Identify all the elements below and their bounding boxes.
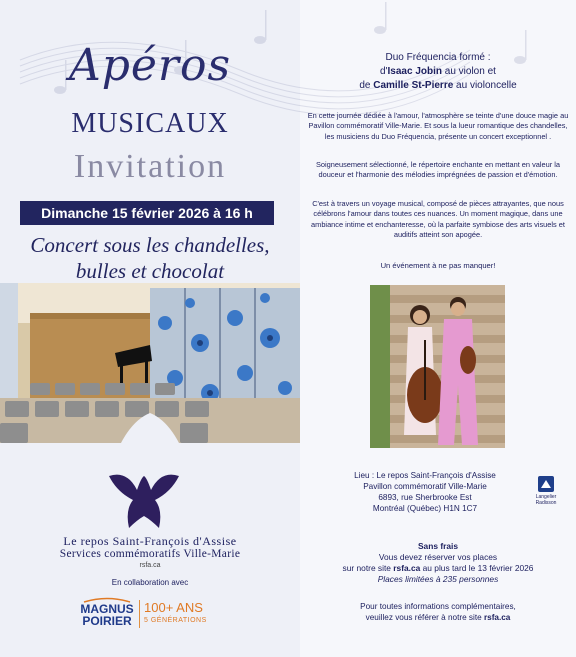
date-banner: Dimanche 15 février 2026 à 16 h bbox=[20, 201, 274, 225]
duo-cellist-prefix: de bbox=[359, 80, 374, 91]
title-musicaux: MUSICAUX bbox=[71, 108, 229, 139]
reservation-line3-suffix: au plus tard le 13 février 2026 bbox=[420, 563, 534, 573]
free-label: Sans frais bbox=[417, 541, 459, 551]
organizer-name: Le repos Saint-François d'Assise bbox=[63, 534, 237, 548]
duo-musicians-photo bbox=[370, 285, 505, 448]
reservation-line3-prefix: sur notre site bbox=[342, 563, 394, 573]
dove-logo-icon bbox=[107, 470, 181, 532]
pavilion-room-photo bbox=[0, 283, 300, 470]
metro-icon bbox=[538, 476, 554, 492]
metro-station-logo bbox=[534, 476, 558, 514]
reservation-line2: Vous devez réserver vos places bbox=[378, 552, 498, 562]
duo-violinist bbox=[306, 66, 570, 77]
paragraph-intro: En cette journée dédiée à l'amour, l'atmosphère se teinte d'une douce magie au Pavillon commémoratif Ville-Marie. Et sous la lueur romantique des chandelles, les musiciens du Duo Fréquencia, présente un concert exceptionnel . bbox=[307, 111, 569, 141]
capacity-note: Places limitées à 235 personnes bbox=[377, 574, 499, 584]
duo-cellist-suffix: au violoncelle bbox=[453, 80, 517, 91]
metro-line1: Langelier bbox=[535, 494, 557, 500]
venue-address: 6893, rue Sherbrooke Est bbox=[378, 493, 472, 502]
info-block bbox=[306, 601, 570, 623]
duo-cellist bbox=[306, 80, 570, 91]
reservation-line3 bbox=[306, 563, 570, 574]
duo-violinist-suffix: au violon et bbox=[442, 66, 496, 77]
venue-block bbox=[300, 470, 550, 514]
paragraph-event: Un événement à ne pas manquer! bbox=[380, 261, 496, 270]
metro-arrow-icon bbox=[538, 476, 554, 492]
duo-intro: Duo Fréquencia formé : bbox=[385, 52, 491, 63]
concert-title-line2: bulles et chocolat bbox=[75, 259, 225, 283]
violinist-name: Isaac Jobin bbox=[387, 66, 442, 77]
info-line1: Pour toutes informations complémentaires, bbox=[360, 602, 516, 611]
partner-divider bbox=[139, 600, 140, 628]
duo-violinist-prefix: d' bbox=[380, 66, 388, 77]
metro-station-name bbox=[534, 494, 558, 506]
info-line2 bbox=[306, 612, 570, 623]
venue-line1: Lieu : Le repos Saint-François d'Assise bbox=[354, 471, 496, 480]
cellist-name: Camille St-Pierre bbox=[373, 80, 454, 91]
paragraph-voyage: C'est à travers un voyage musical, composé de pièces attrayantes, que nous célébrons l'amour dans toutes ces nuances. Un moment magique, dans une ambiance intime et enchanteresse, où la parfaite symbiose des arts visuels et auditifs atteint son apogée. bbox=[311, 199, 565, 240]
reservation-block bbox=[306, 541, 570, 585]
partner-name-line1: MAGNUS bbox=[80, 602, 134, 616]
concert-title bbox=[0, 232, 300, 284]
metro-line2: Radisson bbox=[535, 500, 557, 506]
info-line2-prefix: veuillez vous référer à notre site bbox=[365, 613, 484, 622]
magnus-poirier-logo bbox=[78, 597, 136, 627]
venue-line2: Pavillon commémoratif Ville-Marie bbox=[363, 482, 487, 491]
collaboration-label: En collaboration avec bbox=[111, 578, 189, 587]
partner-name-line2: POIRIER bbox=[82, 614, 132, 628]
info-site-link[interactable]: rsfa.ca bbox=[483, 613, 511, 622]
subtitle-invitation: Invitation bbox=[73, 148, 227, 185]
title-aperos: Apéros bbox=[68, 40, 232, 91]
organizer-division: Services commémoratifs Ville-Marie bbox=[59, 548, 241, 560]
venue-city: Montréal (Québec) H1N 1C7 bbox=[372, 504, 478, 513]
concert-title-line1: Concert sous les chandelles, bbox=[30, 233, 270, 257]
organizer-site[interactable]: rsfa.ca bbox=[139, 562, 161, 569]
partner-years: 100+ ANS bbox=[144, 600, 203, 615]
partner-generations: 5 GÉNÉRATIONS bbox=[144, 617, 207, 624]
reservation-site-link[interactable]: rsfa.ca bbox=[393, 563, 421, 573]
paragraph-repertoire: Soigneusement sélectionné, le répertoire enchante en mettant en valeur la douceur et l'harmonie des mélodies imprégnées de passion et d'émotion. bbox=[315, 160, 561, 180]
